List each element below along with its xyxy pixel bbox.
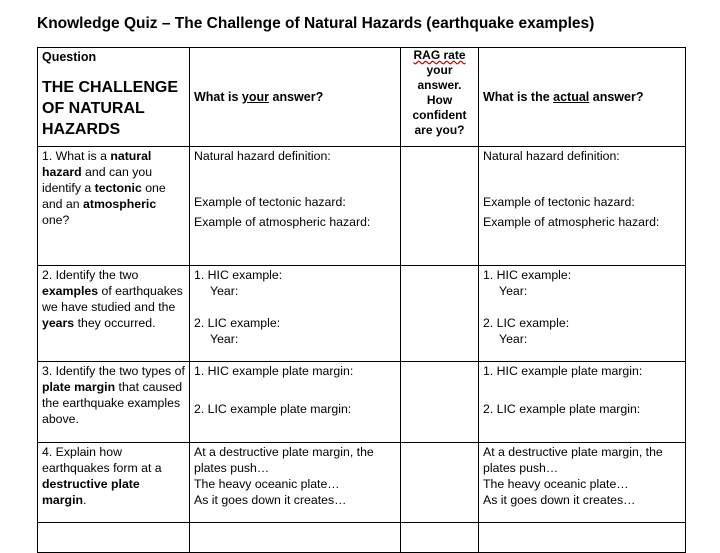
q2-text-b: of earthquakes we have studied and the [42, 284, 183, 314]
q1-bold-b: tectonic [94, 181, 142, 195]
rag-cell-4[interactable] [401, 443, 479, 523]
rag-line-6: are you? [414, 123, 465, 137]
topic-line-2: OF NATURAL [42, 100, 145, 117]
header-row [38, 48, 686, 147]
your-2-line-4: Year: [210, 332, 239, 346]
actual-2-line-2: Year: [499, 284, 528, 298]
table-row [38, 266, 686, 362]
actual-answer-underlined: actual [553, 90, 590, 104]
actual-answer-cell-4[interactable] [479, 443, 686, 523]
rag-line-5: confident [412, 108, 467, 122]
q1-text-a: 1. What is a [42, 149, 111, 163]
q1-bold-c: atmospheric [83, 197, 157, 211]
quiz-title: Knowledge Quiz – The Challenge of Natural Hazards (earthquake examples) [37, 15, 595, 32]
actual-1-line-3: Example of atmospheric hazard: [483, 215, 660, 229]
your-answer-header [190, 48, 401, 147]
question-cell-3 [38, 362, 190, 443]
actual-3-line-2: 2. LIC example plate margin: [483, 402, 641, 416]
rag-line-2: your [426, 63, 453, 77]
q1-text-d: one? [42, 213, 70, 227]
table-row [38, 443, 686, 523]
question-cell-2 [38, 266, 190, 362]
actual-3-line-1: 1. HIC example plate margin: [483, 364, 643, 378]
q1-text-c: one and an [42, 181, 166, 211]
your-answer-underlined: your [241, 90, 270, 104]
table-row [38, 147, 686, 266]
question-cell-5 [38, 523, 190, 553]
q4-bold-a: destructive plate margin [42, 477, 140, 507]
rag-cell-3[interactable] [401, 362, 479, 443]
q1-text-b: and can you identify a [42, 165, 153, 195]
actual-answer-pre: What is the [483, 90, 554, 104]
actual-answer-post: answer? [589, 90, 644, 104]
your-answer-cell-5[interactable] [190, 523, 401, 553]
your-answer-cell-4[interactable] [190, 443, 401, 523]
actual-answer-cell-5[interactable] [479, 523, 686, 553]
table-row [38, 362, 686, 443]
actual-2-line-3: 2. LIC example: [483, 316, 570, 330]
your-answer-post: answer? [269, 90, 324, 104]
actual-4-line-3: As it goes down it creates… [483, 493, 636, 507]
table-row-partial [38, 523, 686, 553]
question-label: Question [42, 50, 97, 64]
rag-cell-5[interactable] [401, 523, 479, 553]
topic-heading [42, 77, 185, 140]
rag-cell-2[interactable] [401, 266, 479, 362]
actual-answer-header [479, 48, 686, 147]
your-2-line-3: 2. LIC example: [194, 316, 281, 330]
question-cell-4 [38, 443, 190, 523]
actual-4-line-1: At a destructive plate margin, the plates push… [483, 445, 663, 475]
rag-cell-1[interactable] [401, 147, 479, 266]
question-header-cell [38, 48, 190, 147]
rag-line-3: answer. [417, 78, 462, 92]
your-3-line-2: 2. LIC example plate margin: [194, 402, 352, 416]
actual-4-line-2: The heavy oceanic plate… [483, 477, 629, 491]
actual-2-line-4: Year: [499, 332, 528, 346]
q2-bold-a: examples [42, 284, 99, 298]
actual-answer-cell-1[interactable] [479, 147, 686, 266]
topic-line-1: THE CHALLENGE [42, 79, 178, 96]
actual-2-line-1: 1. HIC example: [483, 268, 572, 282]
q3-bold-a: plate margin [42, 380, 116, 394]
q2-text-c: they occurred. [74, 316, 156, 330]
q4-text-b: . [83, 493, 87, 507]
your-answer-cell-1[interactable] [190, 147, 401, 266]
your-2-line-1: 1. HIC example: [194, 268, 283, 282]
rag-header [401, 48, 479, 147]
q1-bold-a: natural hazard [42, 149, 152, 179]
your-1-line-2: Example of tectonic hazard: [194, 195, 346, 209]
your-4-line-2: The heavy oceanic plate… [194, 477, 340, 491]
your-4-line-3: As it goes down it creates… [194, 493, 347, 507]
topic-line-3: HAZARDS [42, 121, 121, 138]
q2-bold-b: years [42, 316, 75, 330]
rag-line-4: How [426, 93, 453, 107]
q2-text-a: 2. Identify the two [42, 268, 139, 282]
q3-text-b: that caused the earthquake examples above. [42, 380, 183, 426]
actual-answer-cell-2[interactable] [479, 266, 686, 362]
actual-1-line-2: Example of tectonic hazard: [483, 195, 635, 209]
your-1-line-3: Example of atmospheric hazard: [194, 215, 371, 229]
rag-line-1: RAG rate [413, 48, 466, 62]
your-2-line-2: Year: [210, 284, 239, 298]
your-1-line-1: Natural hazard definition: [194, 149, 331, 163]
question-cell-1 [38, 147, 190, 266]
actual-answer-cell-3[interactable] [479, 362, 686, 443]
q4-text-a: 4. Explain how earthquakes form at a [42, 445, 162, 475]
quiz-table [37, 47, 686, 553]
your-4-line-1: At a destructive plate margin, the plates push… [194, 445, 374, 475]
actual-1-line-1: Natural hazard definition: [483, 149, 620, 163]
your-answer-cell-2[interactable] [190, 266, 401, 362]
q3-text-a: 3. Identify the two types of [42, 364, 185, 378]
your-answer-cell-3[interactable] [190, 362, 401, 443]
your-3-line-1: 1. HIC example plate margin: [194, 364, 354, 378]
your-answer-pre: What is [194, 90, 242, 104]
